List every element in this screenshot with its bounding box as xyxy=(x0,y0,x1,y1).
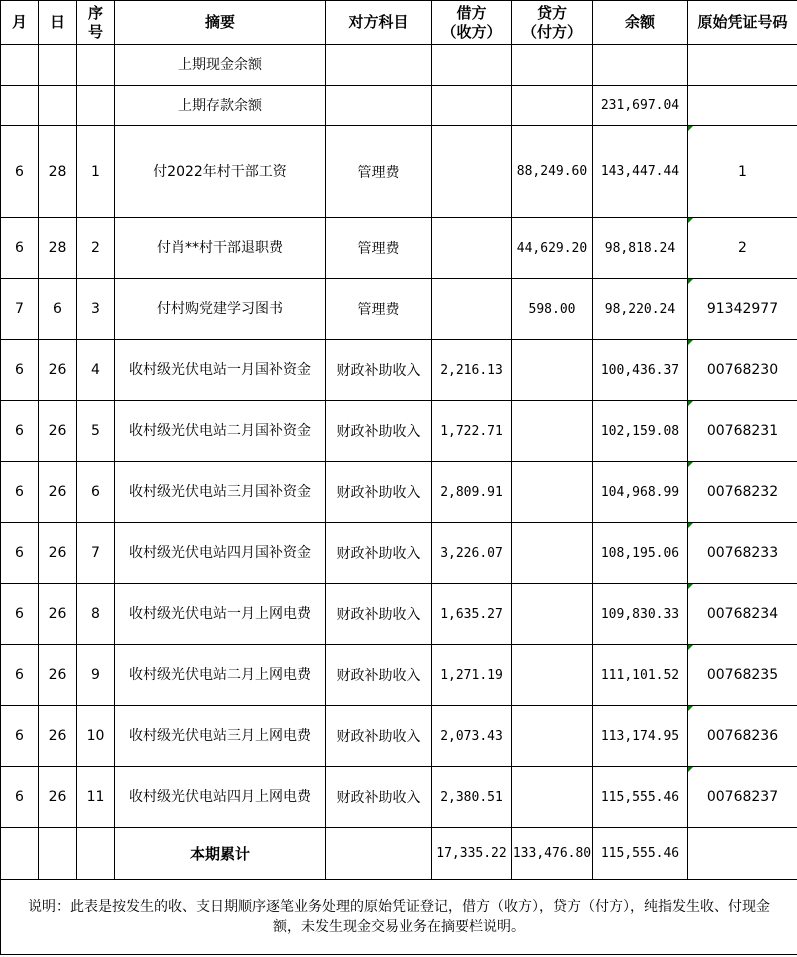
table-row xyxy=(1,126,797,218)
entry-account: 财政补助收入 xyxy=(326,584,432,645)
header-month: 月 xyxy=(1,1,39,45)
note-row xyxy=(1,880,797,955)
entry-balance: 143,447.44 xyxy=(593,126,688,218)
opening-deposit-label: 上期存款余额 xyxy=(115,86,326,126)
table-row xyxy=(1,340,797,401)
entry-balance: 109,830.33 xyxy=(593,584,688,645)
opening-cash-row xyxy=(1,45,797,86)
entry-account: 管理费 xyxy=(326,126,432,218)
total-debit: 17,335.22 xyxy=(432,828,512,880)
entry-day: 26 xyxy=(39,767,77,828)
entry-debit: 1,271.19 xyxy=(432,645,512,706)
entry-credit xyxy=(512,401,593,462)
entry-voucher: 00768235 xyxy=(688,645,797,706)
opening-deposit-balance: 231,697.04 xyxy=(593,86,688,126)
entry-account: 财政补助收入 xyxy=(326,523,432,584)
entry-debit xyxy=(432,218,512,279)
entry-day: 26 xyxy=(39,340,77,401)
entry-debit xyxy=(432,279,512,340)
entry-credit xyxy=(512,462,593,523)
entry-seq: 7 xyxy=(77,523,115,584)
entry-balance: 100,436.37 xyxy=(593,340,688,401)
entry-credit: 88,249.60 xyxy=(512,126,593,218)
entry-credit xyxy=(512,706,593,767)
entry-voucher: 00768234 xyxy=(688,584,797,645)
entry-account: 管理费 xyxy=(326,218,432,279)
entry-voucher: 00768237 xyxy=(688,767,797,828)
total-label: 本期累计 xyxy=(115,828,326,880)
entry-seq: 11 xyxy=(77,767,115,828)
entry-month: 6 xyxy=(1,523,39,584)
entry-day: 6 xyxy=(39,279,77,340)
entry-voucher: 00768230 xyxy=(688,340,797,401)
entry-debit: 2,380.51 xyxy=(432,767,512,828)
total-row xyxy=(1,828,797,880)
entry-debit: 1,722.71 xyxy=(432,401,512,462)
entry-summary: 收村级光伏电站一月上网电费 xyxy=(115,584,326,645)
entry-debit: 1,635.27 xyxy=(432,584,512,645)
entry-credit: 598.00 xyxy=(512,279,593,340)
opening-deposit-row xyxy=(1,86,797,126)
entry-account: 财政补助收入 xyxy=(326,462,432,523)
entry-month: 6 xyxy=(1,126,39,218)
entry-summary: 付肖**村干部退职费 xyxy=(115,218,326,279)
entry-seq: 10 xyxy=(77,706,115,767)
header-credit: 贷方 （付方） xyxy=(512,1,593,45)
entry-seq: 6 xyxy=(77,462,115,523)
entry-debit: 2,216.13 xyxy=(432,340,512,401)
entry-balance: 98,220.24 xyxy=(593,279,688,340)
entry-voucher: 1 xyxy=(688,126,797,218)
entry-credit xyxy=(512,340,593,401)
entry-summary: 付2022年村干部工资 xyxy=(115,126,326,218)
header-summary: 摘要 xyxy=(115,1,326,45)
entry-voucher: 00768232 xyxy=(688,462,797,523)
entry-voucher: 00768236 xyxy=(688,706,797,767)
entry-month: 6 xyxy=(1,218,39,279)
table-row xyxy=(1,584,797,645)
total-credit: 133,476.80 xyxy=(512,828,593,880)
entry-summary: 付村购党建学习图书 xyxy=(115,279,326,340)
entry-day: 28 xyxy=(39,218,77,279)
entry-balance: 115,555.46 xyxy=(593,767,688,828)
entry-balance: 108,195.06 xyxy=(593,523,688,584)
entry-balance: 111,101.52 xyxy=(593,645,688,706)
entry-month: 7 xyxy=(1,279,39,340)
entry-account: 财政补助收入 xyxy=(326,401,432,462)
header-debit: 借方 （收方） xyxy=(432,1,512,45)
entry-seq: 5 xyxy=(77,401,115,462)
header-account: 对方科目 xyxy=(326,1,432,45)
entry-day: 26 xyxy=(39,706,77,767)
entry-credit xyxy=(512,767,593,828)
table-row xyxy=(1,645,797,706)
entry-debit: 2,073.43 xyxy=(432,706,512,767)
entry-seq: 1 xyxy=(77,126,115,218)
entry-balance: 104,968.99 xyxy=(593,462,688,523)
entry-voucher: 00768233 xyxy=(688,523,797,584)
entry-balance: 113,174.95 xyxy=(593,706,688,767)
entry-month: 6 xyxy=(1,401,39,462)
entry-summary: 收村级光伏电站四月上网电费 xyxy=(115,767,326,828)
entry-debit: 2,809.91 xyxy=(432,462,512,523)
entry-month: 6 xyxy=(1,767,39,828)
header-seq: 序 号 xyxy=(77,1,115,45)
entry-month: 6 xyxy=(1,462,39,523)
entry-account: 财政补助收入 xyxy=(326,706,432,767)
entry-summary: 收村级光伏电站二月国补资金 xyxy=(115,401,326,462)
entry-credit: 44,629.20 xyxy=(512,218,593,279)
entry-credit xyxy=(512,645,593,706)
entry-balance: 98,818.24 xyxy=(593,218,688,279)
entry-day: 26 xyxy=(39,401,77,462)
header-voucher: 原始凭证号码 xyxy=(688,1,797,45)
entry-account: 财政补助收入 xyxy=(326,767,432,828)
header-day: 日 xyxy=(39,1,77,45)
entry-summary: 收村级光伏电站一月国补资金 xyxy=(115,340,326,401)
entry-summary: 收村级光伏电站三月国补资金 xyxy=(115,462,326,523)
table-row xyxy=(1,218,797,279)
entry-debit xyxy=(432,126,512,218)
opening-cash-balance xyxy=(593,45,688,86)
entry-voucher: 00768231 xyxy=(688,401,797,462)
entry-month: 6 xyxy=(1,706,39,767)
entry-day: 26 xyxy=(39,584,77,645)
header-balance: 余额 xyxy=(593,1,688,45)
entry-month: 6 xyxy=(1,645,39,706)
entry-credit xyxy=(512,584,593,645)
entry-summary: 收村级光伏电站二月上网电费 xyxy=(115,645,326,706)
table-row xyxy=(1,767,797,828)
entry-seq: 9 xyxy=(77,645,115,706)
entry-account: 财政补助收入 xyxy=(326,645,432,706)
entry-balance: 102,159.08 xyxy=(593,401,688,462)
entry-month: 6 xyxy=(1,340,39,401)
entry-day: 26 xyxy=(39,645,77,706)
opening-cash-label: 上期现金余额 xyxy=(115,45,326,86)
entry-day: 26 xyxy=(39,523,77,584)
total-balance: 115,555.46 xyxy=(593,828,688,880)
entry-voucher: 91342977 xyxy=(688,279,797,340)
entry-credit xyxy=(512,523,593,584)
entry-seq: 4 xyxy=(77,340,115,401)
table-note: 说明：此表是按发生的收、支日期顺序逐笔业务处理的原始凭证登记，借方（收方），贷方（付方），纯指发生收、付现金额，未发生现金交易业务在摘要栏说明。 xyxy=(1,880,797,955)
entry-debit: 3,226.07 xyxy=(432,523,512,584)
entry-seq: 3 xyxy=(77,279,115,340)
entry-summary: 收村级光伏电站三月上网电费 xyxy=(115,706,326,767)
entry-seq: 2 xyxy=(77,218,115,279)
entry-day: 28 xyxy=(39,126,77,218)
entry-account: 管理费 xyxy=(326,279,432,340)
table-row xyxy=(1,706,797,767)
table-row xyxy=(1,279,797,340)
entry-account: 财政补助收入 xyxy=(326,340,432,401)
entry-month: 6 xyxy=(1,584,39,645)
table-row xyxy=(1,462,797,523)
table-row xyxy=(1,401,797,462)
entry-voucher: 2 xyxy=(688,218,797,279)
entry-summary: 收村级光伏电站四月国补资金 xyxy=(115,523,326,584)
entry-day: 26 xyxy=(39,462,77,523)
entry-seq: 8 xyxy=(77,584,115,645)
header-row xyxy=(1,1,797,45)
table-row xyxy=(1,523,797,584)
